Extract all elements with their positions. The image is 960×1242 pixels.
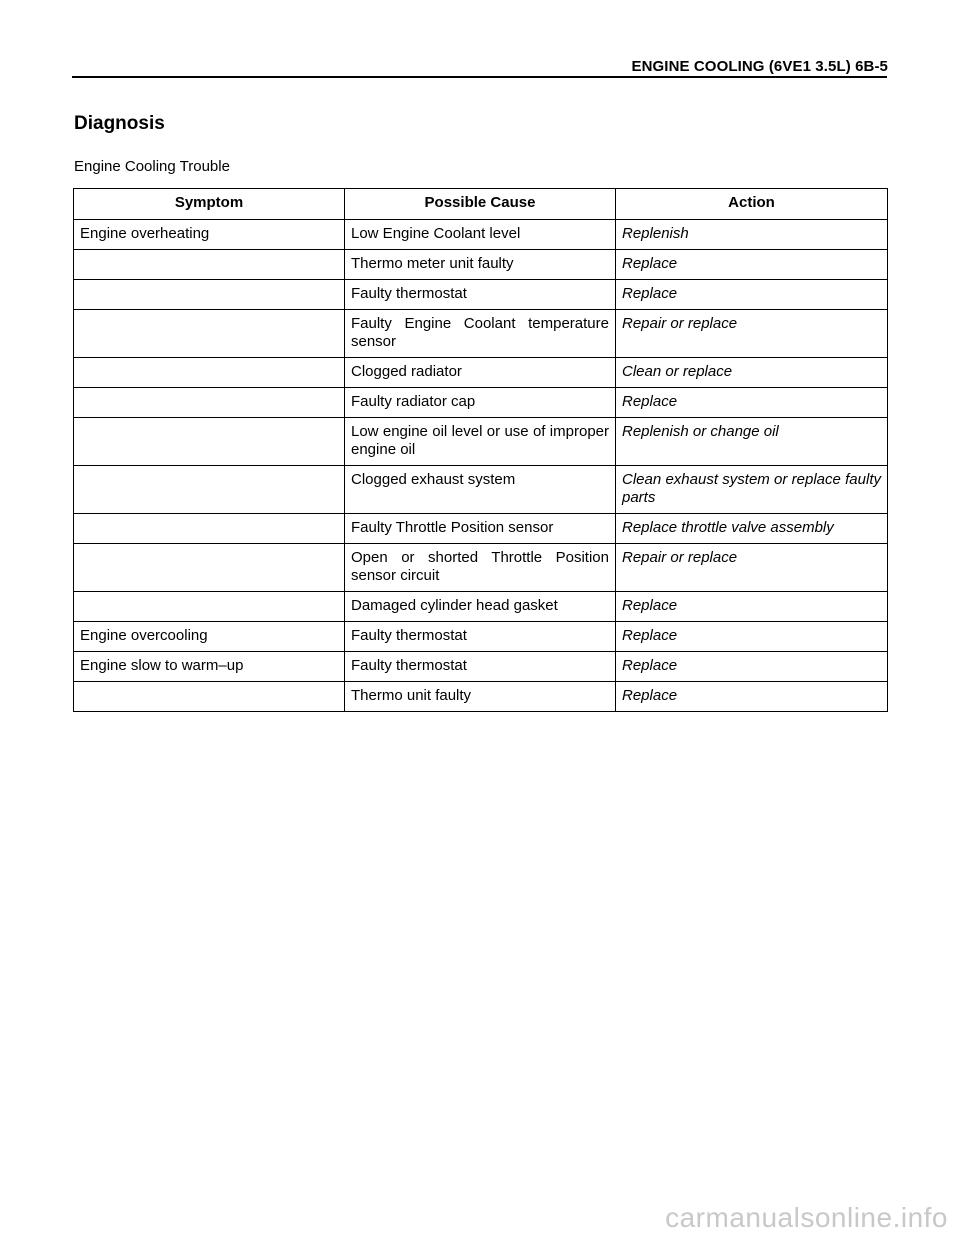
table-row xyxy=(74,418,888,466)
column-header-possible-cause: Possible Cause xyxy=(345,189,616,220)
symptom-cell: Engine overheating xyxy=(74,220,345,250)
page-header: ENGINE COOLING (6VE1 3.5L) 6B-5 xyxy=(631,58,888,75)
symptom-cell: Engine slow to warm–up xyxy=(74,652,345,682)
symptom-cell xyxy=(74,388,345,418)
action-cell: Replace throttle valve assembly xyxy=(616,514,888,544)
action-cell: Repair or replace xyxy=(616,544,888,592)
table-row xyxy=(74,652,888,682)
watermark: carmanualsonline.info xyxy=(665,1202,948,1233)
table-row xyxy=(74,544,888,592)
action-cell: Replace xyxy=(616,250,888,280)
header-divider xyxy=(72,76,887,78)
cause-cell: Faulty Throttle Position sensor xyxy=(345,514,616,544)
cause-cell: Clogged exhaust system xyxy=(345,466,616,514)
column-header-symptom: Symptom xyxy=(74,189,345,220)
table-row xyxy=(74,514,888,544)
cause-cell: Faulty thermostat xyxy=(345,652,616,682)
cause-cell: Faulty thermostat xyxy=(345,280,616,310)
table-row xyxy=(74,280,888,310)
table-row xyxy=(74,388,888,418)
symptom-cell xyxy=(74,466,345,514)
section-title: Diagnosis xyxy=(74,113,165,134)
action-cell: Replace xyxy=(616,652,888,682)
cause-cell: Faulty thermostat xyxy=(345,622,616,652)
action-cell: Clean exhaust system or replace faulty parts xyxy=(616,466,888,514)
symptom-cell xyxy=(74,358,345,388)
action-cell: Repair or replace xyxy=(616,310,888,358)
action-cell: Replace xyxy=(616,388,888,418)
table-row xyxy=(74,622,888,652)
action-cell: Replenish xyxy=(616,220,888,250)
action-cell: Replace xyxy=(616,592,888,622)
symptom-cell xyxy=(74,418,345,466)
symptom-cell xyxy=(74,514,345,544)
action-cell: Clean or replace xyxy=(616,358,888,388)
symptom-cell: Engine overcooling xyxy=(74,622,345,652)
action-cell: Replace xyxy=(616,622,888,652)
table-row xyxy=(74,682,888,712)
cause-cell: Low Engine Coolant level xyxy=(345,220,616,250)
column-header-action: Action xyxy=(616,189,888,220)
table-caption: Engine Cooling Trouble xyxy=(74,158,230,175)
symptom-cell xyxy=(74,592,345,622)
table-row xyxy=(74,250,888,280)
symptom-cell xyxy=(74,544,345,592)
cause-cell: Thermo unit faulty xyxy=(345,682,616,712)
table-row xyxy=(74,310,888,358)
cause-cell: Clogged radiator xyxy=(345,358,616,388)
cause-cell: Faulty radiator cap xyxy=(345,388,616,418)
action-cell: Replace xyxy=(616,280,888,310)
action-cell: Replace xyxy=(616,682,888,712)
diagnosis-table xyxy=(73,188,888,712)
symptom-cell xyxy=(74,250,345,280)
cause-cell: Thermo meter unit faulty xyxy=(345,250,616,280)
symptom-cell xyxy=(74,280,345,310)
symptom-cell xyxy=(74,310,345,358)
table-row xyxy=(74,220,888,250)
cause-cell: Low engine oil level or use of improper engine oil xyxy=(345,418,616,466)
cause-cell: Open or shorted Throttle Position sensor circuit xyxy=(345,544,616,592)
cause-cell: Faulty Engine Coolant temperature sensor xyxy=(345,310,616,358)
cause-cell: Damaged cylinder head gasket xyxy=(345,592,616,622)
table-row xyxy=(74,358,888,388)
table-row xyxy=(74,466,888,514)
action-cell: Replenish or change oil xyxy=(616,418,888,466)
symptom-cell xyxy=(74,682,345,712)
table-row xyxy=(74,592,888,622)
table-header-row xyxy=(74,189,888,220)
